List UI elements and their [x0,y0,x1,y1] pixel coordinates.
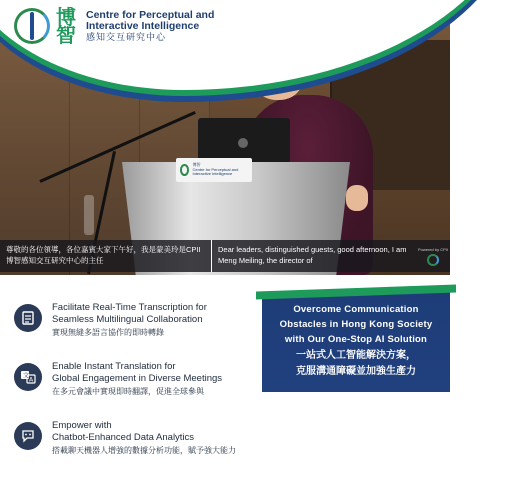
feature-list [14,302,254,479]
feature-title-line1: Facilitate Real-Time Transcription for [52,302,207,313]
caption-strip [0,240,450,272]
cta-line3: with Our One-Stop AI Solution [284,334,428,345]
feature-item [14,420,254,457]
podium-plate-cn: 博智 [192,162,201,168]
glass [84,195,94,235]
feature-cn: 實現無縫多語言協作的即時轉錄 [52,328,164,337]
podium-nameplate [176,158,252,182]
brand-cn-mark: 博智 [56,5,76,47]
feature-text [52,302,207,339]
caption-badge-label: Powered by CPII [417,246,448,252]
cpii-logo-icon [427,254,439,266]
cpii-logo-icon [180,164,189,176]
caption-chinese: 尊敬的各位領導，各位嘉賓大家下午好，我是蒙美玲是CPII博智感知交互研究中心的主任 [0,240,212,272]
feature-item [14,361,254,398]
brand-name-en-line2: Interactive Intelligence [86,19,200,32]
feature-text [52,420,236,457]
feature-title-line1: Empower with [52,420,112,431]
cta-cn-line2: 克服溝通障礙並加強生產力 [296,366,416,377]
caption-english: Dear leaders, distinguished guests, good afternoon, I am Meng Meiling, the director of [218,245,407,265]
feature-title-line2: Chatbot-Enhanced Data Analytics [52,432,195,443]
podium-plate-text [192,163,252,176]
translate-icon [14,363,42,391]
feature-title-line1: Enable Instant Translation for [52,361,176,372]
speaker-hand [346,185,368,211]
document-icon [14,304,42,332]
svg-text:A: A [29,376,34,384]
laptop-logo-icon [238,138,248,148]
feature-title-line2: Global Engagement in Diverse Meetings [52,373,223,384]
feature-title-line2: Seamless Multilingual Collaboration [52,314,203,325]
brand-logo [14,5,215,47]
brand-name [86,10,214,43]
cta-line1: Overcome Communication [293,304,419,315]
feature-text [52,361,222,398]
cta-line2: Obstacles in Hong Kong Society [279,319,433,330]
feature-cn: 在多元會議中實現即時翻譯，促進全球參與 [52,387,204,396]
cta-text [262,302,450,379]
brand-name-cn: 感知交互研究中心 [86,31,167,42]
brand-name-en-line1: Centre for Perceptual and [86,8,215,21]
cta-panel [262,292,450,392]
cpii-logo-icon [14,8,50,44]
feature-item [14,302,254,339]
svg-text:文: 文 [23,372,30,380]
caption-badge [416,240,450,272]
cta-cn-line1: 一站式人工智能解決方案， [296,350,416,361]
podium-plate-en: Centre for Perceptual and Interactive Intelligence [192,166,239,177]
feature-cn: 搭載聊天機器人增強的數據分析功能，賦予強大能力 [52,446,236,455]
chatbot-icon [14,422,42,450]
